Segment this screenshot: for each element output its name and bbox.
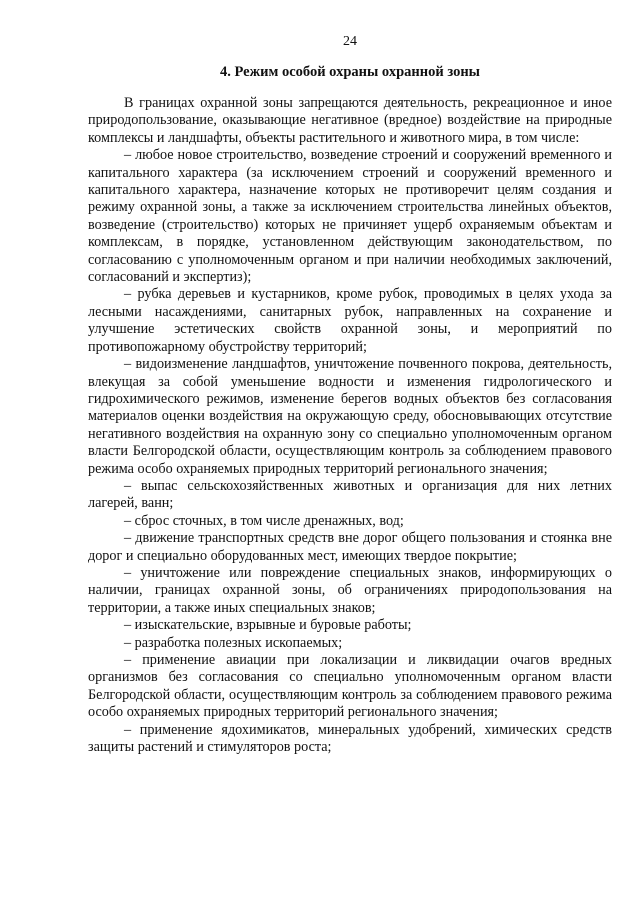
document-body xyxy=(88,95,612,756)
list-item: – сброс сточных, в том числе дренажных, вод; xyxy=(124,512,404,529)
list-item: – изыскательские, взрывные и буровые работы; xyxy=(124,617,412,634)
section-title: 4. Режим особой охраны охранной зоны xyxy=(219,64,480,80)
list-item: – применение авиации при локализации и ликвидации очагов вредных организмов без согласования со специально уполномоченным органом власти Белгородской области, осуществляющим контроль за соблюдением правового режима особо охраняемых природных территорий регионального значения; xyxy=(88,652,612,721)
intro-paragraph: В границах охранной зоны запрещаются деятельность, рекреационное и иное природопользование, оказывающие негативное (вредное) воздействие на природные комплексы и ландшафты, объекты растительного и животного мира, в том числе: xyxy=(88,95,612,146)
list-item: – движение транспортных средств вне дорог общего пользования и стоянка вне дорог и специально оборудованных мест, имеющих твердое покрытие; xyxy=(88,530,612,564)
list-item: – любое новое строительство, возведение строений и сооружений временного и капитального характера (за исключением строений и сооружений временного и капитального характера, назначение которых не противоречит целям создания и режиму охранной зоны, а также за исключением строительства линейных объектов, возведение (строительство) которых не причиняет ущерб охраняемым объектам и комплексам, в порядке, установленном действующим законодательством, по согласованию с уполномоченным органом и при наличии необходимых заключений, согласований и экспертиз); xyxy=(88,147,612,286)
list-item: – рубка деревьев и кустарников, кроме рубок, проводимых в целях ухода за лесными насаждениями, санитарных рубок, направленных на сохранение и улучшение эстетических свойств охранной зоны, и мероприятий по противопожарному обустройству территорий; xyxy=(88,286,612,355)
list-item: – видоизменение ландшафтов, уничтожение почвенного покрова, деятельность, влекущая за собой уменьшение водности и изменения гидрологического и гидрохимического режимов, изменение берегов водных объектов без согласования материалов оценки воздействия на окружающую среду, обосновывающих отсутствие негативного воздействия на охранную зону со специально уполномоченным органом власти Белгородской области, осуществляющим контроль за соблюдением правового режима особо охраняемых природных территорий регионального значения; xyxy=(88,356,612,477)
list-item: – разработка полезных ископаемых; xyxy=(124,634,343,651)
page-number: 24 xyxy=(343,34,357,49)
list-item: – уничтожение или повреждение специальных знаков, информирующих о наличии, границах охранной зоны, об ограничениях природопользования на территории, а также иных специальных знаков; xyxy=(88,564,612,616)
document-page xyxy=(88,34,612,756)
list-item: – применение ядохимикатов, минеральных удобрений, химических средств защиты растений и стимуляторов роста; xyxy=(88,721,612,756)
list-item: – выпас сельскохозяйственных животных и организация для них летних лагерей, ванн; xyxy=(88,477,612,512)
